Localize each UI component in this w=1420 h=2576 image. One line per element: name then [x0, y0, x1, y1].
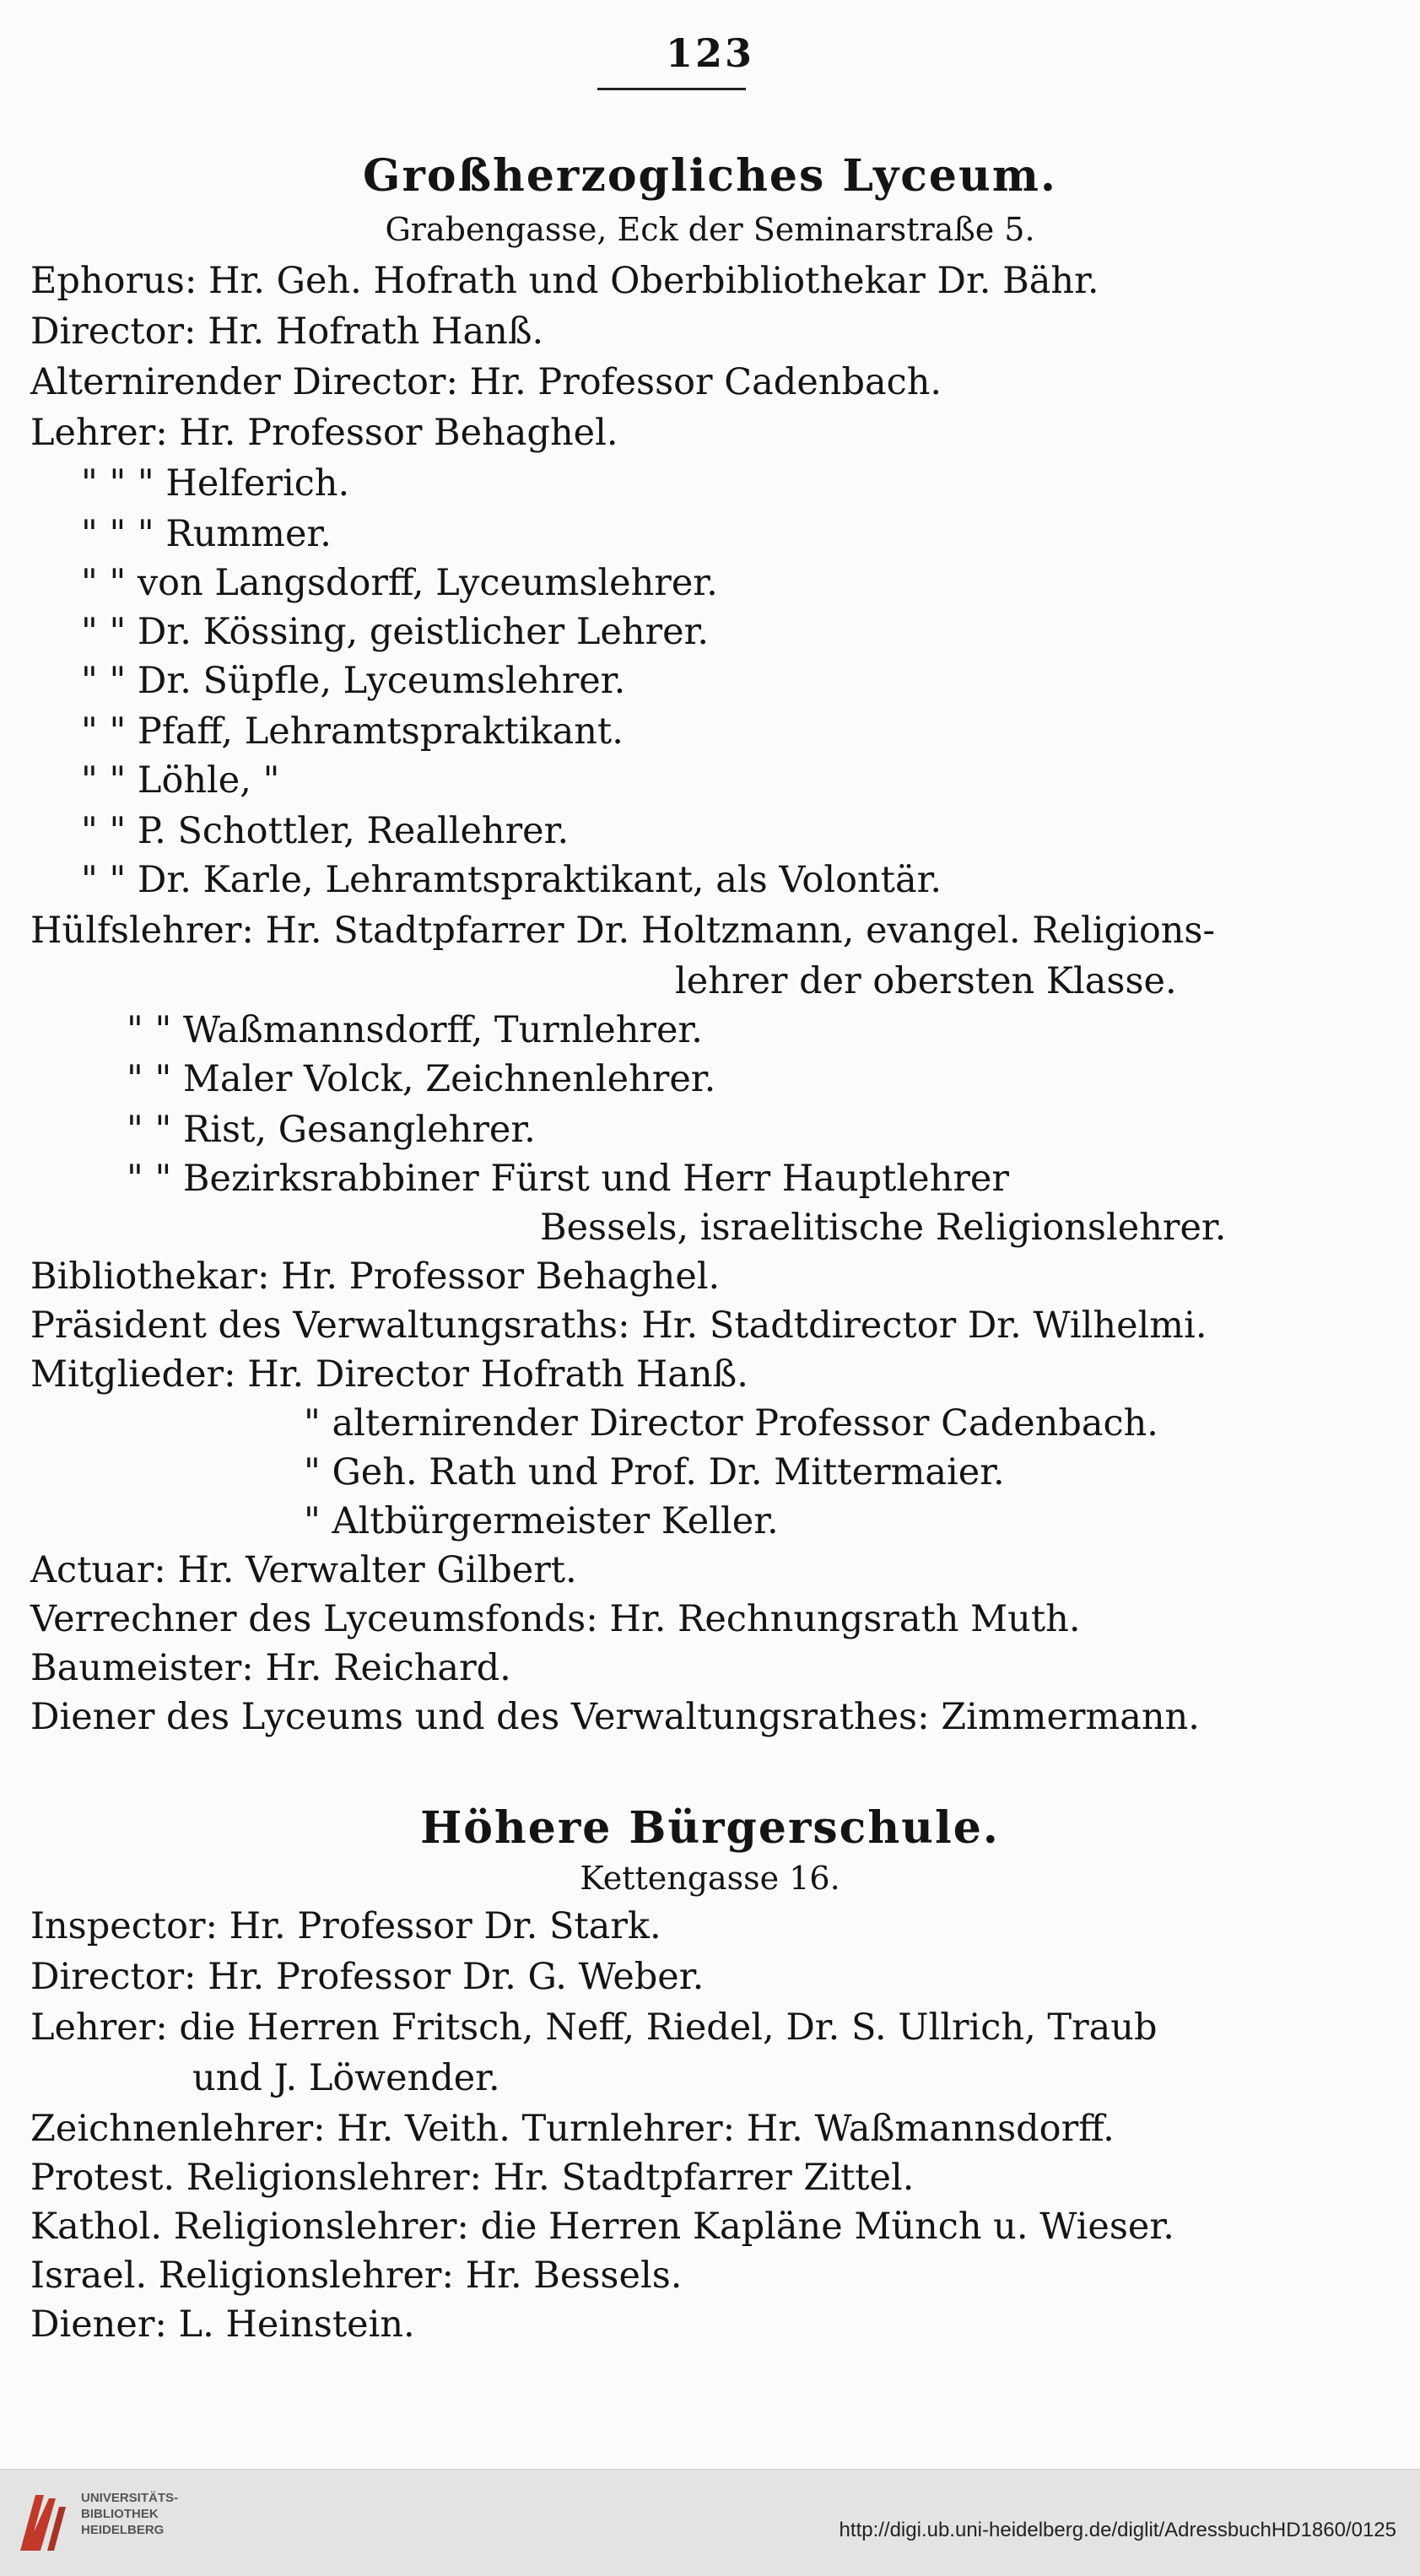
logo-line: HEIDELBERG [81, 2523, 165, 2537]
entry-line: Director: Hr. Hofrath Hanß. [30, 311, 544, 353]
buergerschule-title: Höhere Bürgerschule. [420, 1802, 1000, 1854]
entry-line: Präsident des Verwaltungsraths: Hr. Stadtdirector Dr. Wilhelmi. [30, 1304, 1207, 1347]
entry-line: Diener des Lyceums und des Verwaltungsrathes: Zimmermann. [30, 1696, 1200, 1738]
entry-line: " " " Helferich. [81, 462, 350, 505]
entry-line: Baumeister: Hr. Reichard. [30, 1647, 511, 1689]
entry-line: Verrechner des Lyceumsfonds: Hr. Rechnungsrath Muth. [30, 1598, 1081, 1640]
entry-line: Mitglieder: Hr. Director Hofrath Hanß. [30, 1353, 748, 1396]
entry-line: Ephorus: Hr. Geh. Hofrath und Oberbibliothekar Dr. Bähr. [30, 260, 1099, 302]
entry-line: " " Waßmannsdorff, Turnlehrer. [127, 1009, 703, 1051]
entry-line: Kathol. Religionslehrer: die Herren Kapläne Münch u. Wieser. [30, 2206, 1174, 2248]
header-rule [597, 88, 746, 90]
entry-line: " " von Langsdorff, Lyceumslehrer. [81, 562, 718, 604]
entry-line: " alternirender Director Professor Cadenbach. [304, 1402, 1158, 1445]
entry-line: Lehrer: die Herren Fritsch, Neff, Riedel, Dr. S. Ullrich, Traub [30, 2006, 1158, 2049]
logo-line: UNIVERSITÄTS- [81, 2491, 179, 2505]
entry-line: " Geh. Rath und Prof. Dr. Mittermaier. [304, 1451, 1005, 1493]
entry-line: " " Löhle, " [81, 759, 280, 802]
entry-line: Israel. Religionslehrer: Hr. Bessels. [30, 2255, 683, 2297]
entry-line: Protest. Religionslehrer: Hr. Stadtpfarrer Zittel. [30, 2157, 915, 2199]
entry-line: " " Rist, Gesanglehrer. [127, 1109, 536, 1151]
entry-line: Alternirender Director: Hr. Professor Cadenbach. [30, 361, 942, 403]
entry-line: Lehrer: Hr. Professor Behaghel. [30, 412, 618, 454]
library-logo-icon [15, 2488, 73, 2561]
entry-line: lehrer der obersten Klasse. [675, 960, 1177, 1002]
buergerschule-address: Kettengasse 16. [580, 1860, 840, 1897]
entry-line: " " Dr. Karle, Lehramtspraktikant, als Volontär. [81, 859, 942, 901]
entry-line: " " Dr. Süpfle, Lyceumslehrer. [81, 660, 626, 702]
entry-line: Bessels, israelitische Religionslehrer. [540, 1207, 1227, 1249]
library-logo-text [81, 2490, 178, 2538]
entry-line: Diener: L. Heinstein. [30, 2303, 415, 2346]
logo-line: BIBLIOTHEK [81, 2507, 159, 2521]
lyceum-address: Grabengasse, Eck der Seminarstraße 5. [385, 211, 1035, 248]
source-url-link[interactable]: http://digi.ub.uni-heidelberg.de/diglit/AdressbuchHD1860/0125 [839, 2519, 1396, 2541]
entry-line: " " Maler Volck, Zeichnenlehrer. [127, 1058, 716, 1100]
entry-line: " " " Rummer. [81, 513, 332, 555]
entry-line: Zeichnenlehrer: Hr. Veith. Turnlehrer: Hr. Waßmannsdorff. [30, 2108, 1115, 2150]
entry-line: Bibliothekar: Hr. Professor Behaghel. [30, 1256, 721, 1298]
entry-line: " " Bezirksrabbiner Fürst und Herr Hauptlehrer [127, 1158, 1009, 1200]
entry-line: Inspector: Hr. Professor Dr. Stark. [30, 1905, 661, 1947]
entry-line: und J. Löwender. [192, 2057, 500, 2099]
lyceum-title: Großherzogliches Lyceum. [363, 150, 1057, 202]
entry-line: " " Dr. Kössing, geistlicher Lehrer. [81, 611, 710, 653]
viewer-footer [0, 2469, 1420, 2576]
entry-line: Actuar: Hr. Verwalter Gilbert. [30, 1549, 577, 1591]
entry-line: " Altbürgermeister Keller. [304, 1500, 779, 1542]
entry-line: Hülfslehrer: Hr. Stadtpfarrer Dr. Holtzmann, evangel. Religions- [30, 910, 1216, 952]
page-number: 123 [665, 30, 755, 76]
entry-line: " " Pfaff, Lehramtspraktikant. [81, 710, 624, 753]
entry-line: Director: Hr. Professor Dr. G. Weber. [30, 1956, 705, 1998]
entry-line: " " P. Schottler, Reallehrer. [81, 810, 570, 852]
